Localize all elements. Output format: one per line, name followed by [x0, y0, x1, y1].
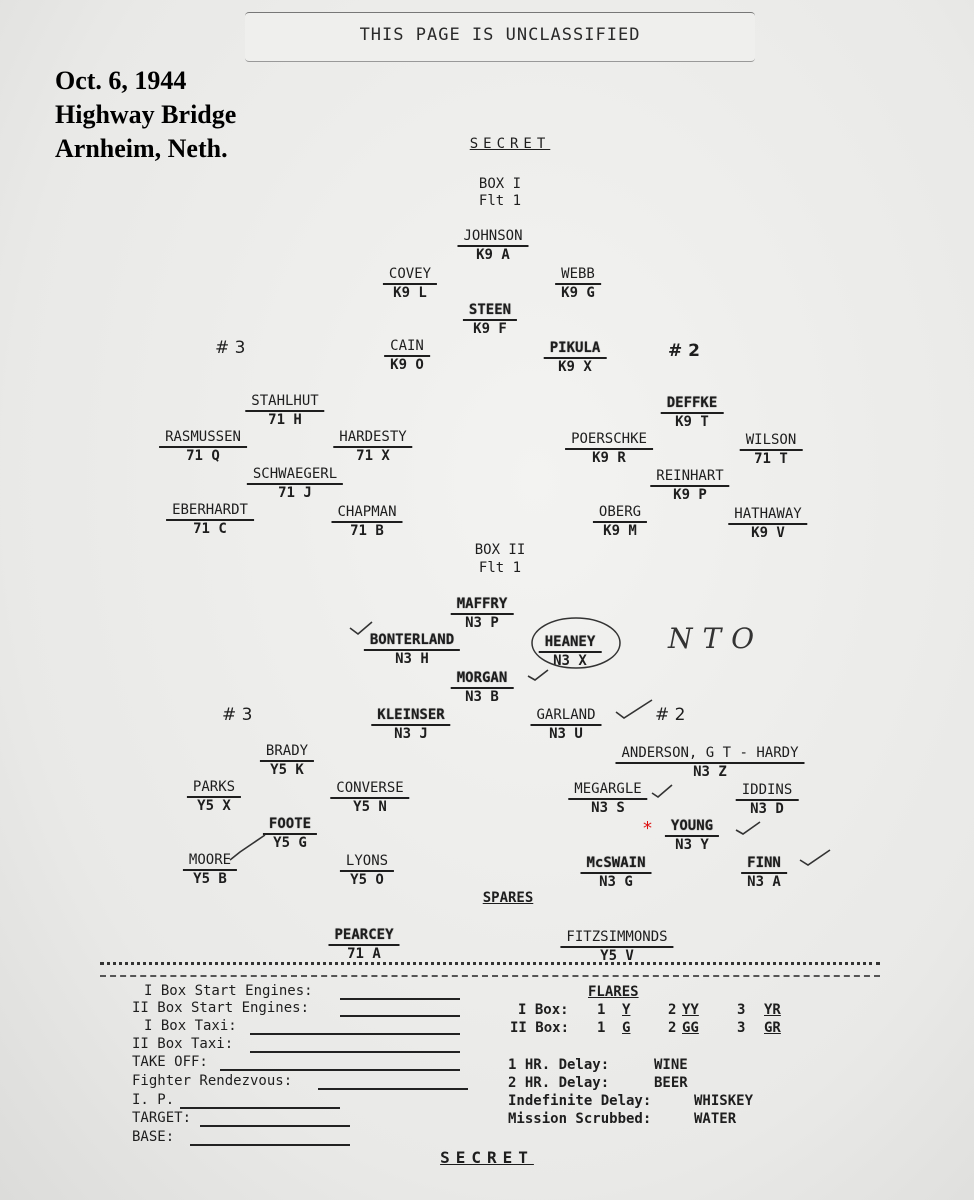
pilot-name: WEBB: [555, 266, 601, 285]
blank-line: [220, 1069, 460, 1071]
check-icon: [616, 700, 652, 718]
element-marker: # 3: [222, 705, 253, 725]
header-classification: SECRET: [469, 136, 551, 152]
aircraft-code: N3 G: [599, 874, 633, 890]
aircraft-code: K9 F: [473, 321, 507, 337]
schedule-label: I Box Start Engines:: [144, 983, 313, 999]
pilot-name: FOOTE: [263, 816, 317, 835]
check-icon: [230, 835, 265, 860]
schedule-label: II Box Start Engines:: [132, 1000, 310, 1016]
pilot-name: DEFFKE: [661, 395, 724, 414]
flare-number: 1: [597, 1020, 606, 1036]
flare-number: 2: [668, 1020, 677, 1036]
pilot-name: FITZSIMMONDS: [560, 929, 673, 948]
blank-line: [340, 1015, 460, 1017]
code-value: BEER: [654, 1075, 688, 1091]
aircraft-code: Y5 V: [600, 948, 634, 964]
aircraft-code: 71 J: [278, 485, 312, 501]
handwritten-note: NTO: [668, 622, 765, 655]
aircraft-code: 71 Q: [186, 448, 220, 464]
element-marker: # 2: [655, 705, 686, 725]
aircraft-code: Y5 O: [350, 872, 384, 888]
aircraft-code: 71 T: [754, 451, 788, 467]
aircraft-code: 71 H: [268, 412, 302, 428]
schedule-label: BASE:: [132, 1129, 175, 1145]
pilot-name: HEANEY: [539, 634, 602, 653]
pilot-name: GARLAND: [530, 707, 601, 726]
aircraft-code: K9 V: [751, 525, 785, 541]
annotation-location: Arnheim, Neth.: [55, 134, 228, 163]
aircraft-code: 71 C: [193, 521, 227, 537]
pilot-name: YOUNG: [665, 818, 719, 837]
aircraft-code: N3 Y: [675, 837, 709, 853]
aircraft-code: Y5 K: [270, 762, 304, 778]
flares-row-label: I Box:: [518, 1002, 569, 1018]
flares-title: FLARES: [588, 984, 639, 1000]
pilot-name: MOORE: [183, 852, 237, 871]
aircraft-code: N3 X: [553, 653, 587, 669]
check-icon: [528, 670, 548, 680]
blank-line: [250, 1033, 460, 1035]
aircraft-code: K9 T: [675, 414, 709, 430]
schedule-label: I. P.: [132, 1092, 175, 1108]
code-label: 2 HR. Delay:: [508, 1075, 610, 1091]
pilot-name: STEEN: [463, 302, 517, 321]
aircraft-code: Y5 X: [197, 798, 231, 814]
pilot-name: IDDINS: [736, 782, 799, 801]
pilot-name: HATHAWAY: [728, 506, 807, 525]
banner-text: THIS PAGE IS UNCLASSIFIED: [359, 25, 641, 45]
blank-line: [200, 1125, 350, 1127]
check-icon: [652, 785, 672, 797]
check-icon: [350, 622, 372, 634]
aircraft-code: N3 H: [395, 651, 429, 667]
pilot-name: REINHART: [650, 468, 729, 487]
blank-line: [250, 1051, 460, 1053]
aircraft-code: N3 P: [465, 615, 499, 631]
flares-row-label: II Box:: [510, 1020, 570, 1036]
pilot-name: ANDERSON, G T - HARDY: [615, 745, 804, 764]
element-marker: # 3: [215, 338, 246, 358]
pilot-name: MORGAN: [451, 670, 514, 689]
pilot-name: CONVERSE: [330, 780, 409, 799]
annotation-target: Highway Bridge: [55, 100, 237, 129]
aircraft-code: Y5 G: [273, 835, 307, 851]
flare-number: 2: [668, 1002, 677, 1018]
aircraft-code: K9 O: [390, 357, 424, 373]
flare-number: 1: [597, 1002, 606, 1018]
pilot-name: McSWAIN: [580, 855, 651, 874]
box2-flight: Flt 1: [478, 560, 522, 576]
pilot-name: PIKULA: [544, 340, 607, 359]
pilot-name: POERSCHKE: [565, 431, 653, 450]
schedule-label: TAKE OFF:: [132, 1054, 208, 1070]
aircraft-code: N3 U: [549, 726, 583, 742]
spares-title: SPARES: [482, 890, 534, 906]
crew-slot: [560, 929, 673, 964]
element-marker: # 2: [668, 341, 700, 361]
pilot-name: JOHNSON: [457, 228, 528, 247]
box1-flight: Flt 1: [478, 193, 522, 209]
pilot-name: SCHWAEGERL: [247, 466, 343, 485]
code-label: 1 HR. Delay:: [508, 1057, 610, 1073]
schedule-label: TARGET:: [132, 1110, 192, 1126]
footer-classification: SECRET: [440, 1148, 534, 1167]
aircraft-code: K9 P: [673, 487, 707, 503]
annotation-date: Oct. 6, 1944: [55, 66, 187, 95]
box2-title: BOX II: [474, 542, 526, 558]
pilot-name: COVEY: [383, 266, 437, 285]
pilot-name: STAHLHUT: [245, 393, 324, 412]
pilot-name: WILSON: [740, 432, 803, 451]
blank-line: [340, 998, 460, 1000]
pilot-name: BRADY: [260, 743, 314, 762]
code-value: WHISKEY: [694, 1093, 754, 1109]
pilot-name: RASMUSSEN: [159, 429, 247, 448]
schedule-label: II Box Taxi:: [132, 1036, 234, 1052]
code-label: Indefinite Delay:: [508, 1093, 652, 1109]
pilot-name: CAIN: [384, 338, 430, 357]
blank-line: [190, 1144, 350, 1146]
pilot-name: PEARCEY: [328, 927, 399, 946]
flare-code: G: [622, 1020, 631, 1036]
asterisk-icon: *: [643, 818, 652, 839]
check-icon: [736, 822, 760, 834]
blank-line: [180, 1107, 340, 1109]
flare-code: Y: [622, 1002, 631, 1018]
box1-title: BOX I: [478, 176, 522, 192]
aircraft-code: K9 X: [558, 359, 592, 375]
aircraft-code: N3 A: [747, 874, 781, 890]
pilot-name: PARKS: [187, 779, 241, 798]
aircraft-code: 71 B: [350, 523, 384, 539]
code-label: Mission Scrubbed:: [508, 1111, 652, 1127]
code-value: WATER: [694, 1111, 737, 1127]
pilot-name: EBERHARDT: [166, 502, 254, 521]
blank-line: [318, 1088, 468, 1090]
aircraft-code: N3 J: [394, 726, 428, 742]
check-icon: [800, 850, 830, 865]
aircraft-code: K9 G: [561, 285, 595, 301]
aircraft-code: N3 D: [750, 801, 784, 817]
aircraft-code: N3 Z: [693, 764, 727, 780]
flare-code: GR: [764, 1020, 781, 1036]
code-value: WINE: [654, 1057, 688, 1073]
pilot-name: OBERG: [593, 504, 647, 523]
pilot-name: BONTERLAND: [364, 632, 460, 651]
aircraft-code: K9 M: [603, 523, 637, 539]
flare-number: 3: [737, 1020, 746, 1036]
aircraft-code: Y5 B: [193, 871, 227, 887]
flare-code: YR: [764, 1002, 781, 1018]
aircraft-code: 71 A: [347, 946, 381, 962]
aircraft-code: K9 L: [393, 285, 427, 301]
pilot-name: HARDESTY: [333, 429, 412, 448]
aircraft-code: K9 A: [476, 247, 510, 263]
pilot-name: MAFFRY: [451, 596, 514, 615]
aircraft-code: Y5 N: [353, 799, 387, 815]
section-divider: [100, 962, 880, 977]
aircraft-code: K9 R: [592, 450, 626, 466]
schedule-label: Fighter Rendezvous:: [132, 1073, 293, 1089]
pilot-name: CHAPMAN: [331, 504, 402, 523]
flare-code: GG: [682, 1020, 699, 1036]
pilot-name: LYONS: [340, 853, 394, 872]
pilot-name: MEGARGLE: [568, 781, 647, 800]
flare-number: 3: [737, 1002, 746, 1018]
flare-code: YY: [682, 1002, 699, 1018]
crew-slot: [328, 927, 399, 962]
pilot-name: FINN: [741, 855, 787, 874]
aircraft-code: N3 B: [465, 689, 499, 705]
pilot-name: KLEINSER: [371, 707, 450, 726]
schedule-label: I Box Taxi:: [144, 1018, 237, 1034]
aircraft-code: N3 S: [591, 800, 625, 816]
aircraft-code: 71 X: [356, 448, 390, 464]
